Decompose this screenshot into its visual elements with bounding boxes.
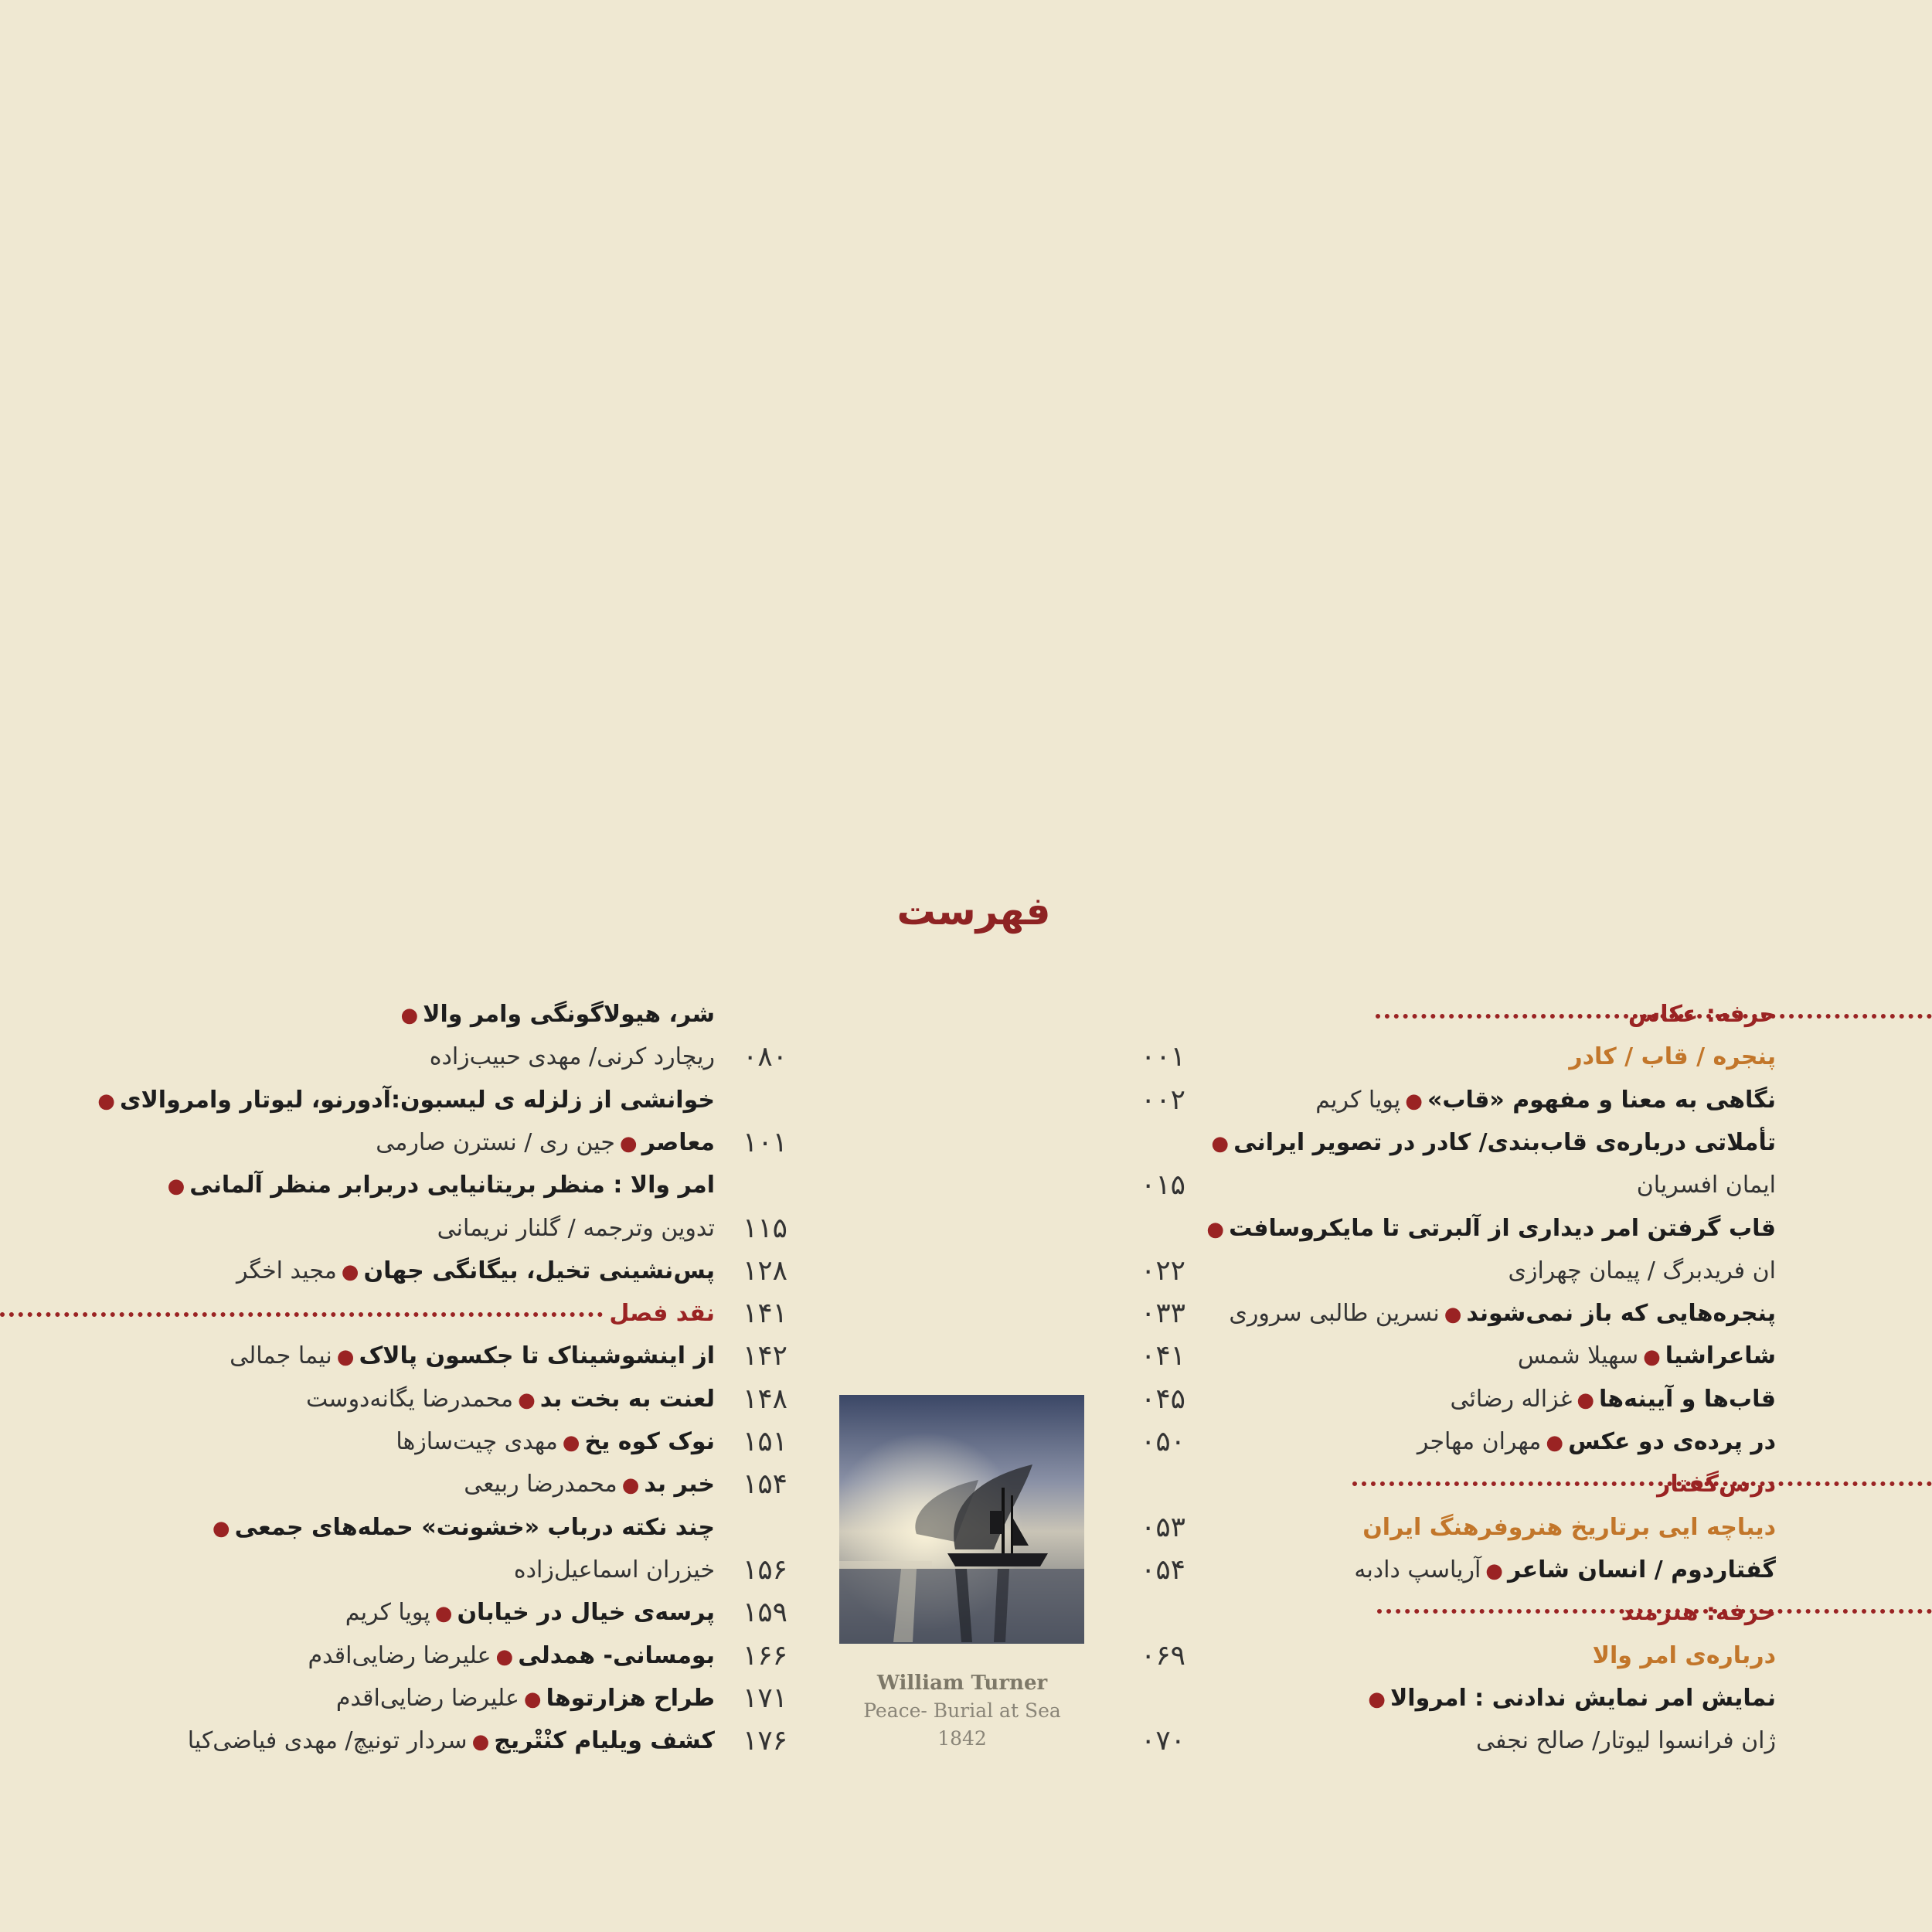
toc-entry[interactable] <box>1451 1380 1776 1419</box>
bullet-icon: ● <box>434 1602 453 1626</box>
bullet-icon: ● <box>562 1431 580 1454</box>
entry-title: پرسه‌ی خیال در خیابان <box>457 1599 715 1627</box>
bullet-icon: ● <box>1643 1345 1661 1369</box>
bullet-icon: ● <box>1405 1089 1423 1113</box>
bullet-icon: ● <box>619 1131 638 1155</box>
entry-author: نیما جمالی <box>230 1342 332 1370</box>
toc-entry[interactable] <box>188 1722 715 1760</box>
toc-entry[interactable] <box>464 1465 715 1504</box>
entry-author: ایمان افسریان <box>1636 1172 1776 1199</box>
entry-title: قاب گرفتن امر دیداری از آلبرتی تا مایکروسافت <box>1229 1214 1776 1242</box>
bullet-icon: ● <box>336 1345 355 1369</box>
bullet-icon: ● <box>1211 1131 1230 1155</box>
page-number: ۱۵۱ <box>742 1426 787 1458</box>
page-number: ۰۶۹ <box>1140 1639 1185 1672</box>
bullet-icon: ● <box>341 1260 359 1284</box>
page-number: ۰۷۰ <box>1140 1725 1185 1757</box>
toc-entry[interactable] <box>308 1637 715 1675</box>
page-number: ۰۴۱ <box>1140 1340 1185 1372</box>
section-heading: حرفه: عکاس <box>1628 1001 1776 1028</box>
toc-entry[interactable] <box>1518 1337 1776 1376</box>
entry-title: از اینشوشیناک تا جکسون پالاک <box>359 1342 715 1370</box>
entry-title: خوانشی از زلزله ی لیسبون:آدورنو، لیوتار وامروالای <box>119 1086 715 1114</box>
entry-title: پس‌نشینی تخیل، بیگانگی جهان <box>363 1257 715 1284</box>
section-heading: حرفه: هنرمند <box>1621 1599 1776 1627</box>
entry-title: کشف ویلیام کنْتْریج <box>494 1727 715 1755</box>
section-divider <box>1352 1481 1932 1486</box>
bullet-icon: ● <box>212 1516 230 1540</box>
toc-entry[interactable] <box>1363 1679 1776 1718</box>
entry-title: در پرده‌ی دو عکس <box>1568 1428 1776 1455</box>
subsection-heading: پنجره / قاب / کادر <box>1569 1043 1776 1071</box>
entry-title: گفتاردوم / انسان شاعر <box>1507 1556 1776 1583</box>
page-number: ۱۴۲ <box>742 1340 787 1372</box>
page-number: ۰۵۰ <box>1140 1426 1185 1458</box>
caption-year: 1842 <box>937 1727 987 1750</box>
painting-caption <box>842 1669 1082 1753</box>
toc-entry[interactable] <box>396 995 715 1034</box>
page-number: ۰۲۲ <box>1140 1254 1185 1287</box>
toc-entry[interactable] <box>1508 1252 1776 1291</box>
entry-author: علیرضا رضایی‌اقدم <box>308 1641 492 1669</box>
page-number: ۱۰۱ <box>742 1126 787 1158</box>
page-number: ۰۰۲ <box>1140 1083 1185 1116</box>
page-number: ۱۲۸ <box>742 1254 787 1287</box>
entry-title: امر والا : منظر بریتانیایی دربرابر منظر آلمانی <box>189 1172 715 1199</box>
entry-title: معاصر <box>641 1128 715 1156</box>
entry-title: چند نکته درباب «خشونت» حمله‌های جمعی <box>234 1513 715 1541</box>
section-divider <box>0 1312 603 1317</box>
entry-author: پویا کریم <box>1315 1086 1401 1114</box>
page-number: ۱۴۱ <box>742 1298 787 1330</box>
toc-entry[interactable] <box>345 1594 715 1632</box>
page-number: ۱۷۶ <box>742 1725 787 1757</box>
entry-author: محمدرضا ربیعی <box>464 1471 617 1498</box>
entry-title: خبر بد <box>644 1471 715 1498</box>
entry-title: شر، هیولاگونگی وامر والا <box>423 1001 715 1028</box>
page-number: ۱۱۵ <box>742 1212 787 1244</box>
toc-entry[interactable] <box>396 1423 715 1461</box>
toc-entry[interactable] <box>1476 1722 1776 1760</box>
bullet-icon: ● <box>1444 1303 1462 1327</box>
bullet-icon: ● <box>621 1474 640 1498</box>
toc-entry[interactable] <box>336 1679 715 1718</box>
bullet-icon: ● <box>495 1645 514 1668</box>
entry-author: تدوین وترجمه / گلنار نریمانی <box>437 1214 715 1242</box>
section-heading: درس‌گفتار <box>1657 1471 1776 1498</box>
toc-entry[interactable] <box>1417 1423 1776 1461</box>
page-number: ۱۵۹ <box>742 1597 787 1629</box>
entry-author: مهران مهاجر <box>1417 1428 1542 1455</box>
toc-entry[interactable] <box>1657 1465 1776 1504</box>
entry-author: سردار تونیچ/ مهدی فیاضی‌کیا <box>187 1727 468 1755</box>
toc-entry[interactable] <box>208 1509 715 1547</box>
page-number: ۰۰۱ <box>1140 1041 1185 1073</box>
entry-title: طراح هزارتوها <box>546 1684 715 1712</box>
entry-title: بومسانی- همدلی <box>518 1641 715 1669</box>
entry-title: نوک کوه یخ <box>584 1428 715 1455</box>
entry-title: لعنت به بخت بد <box>539 1385 715 1413</box>
subsection-heading: دیباچه ایی برتاریخ هنروفرهنگ ایران <box>1362 1513 1776 1541</box>
page-number: ۰۸۰ <box>742 1041 787 1073</box>
entry-author: پویا کریم <box>345 1599 430 1627</box>
bullet-icon: ● <box>400 1004 419 1027</box>
entry-author: علیرضا رضایی‌اقدم <box>335 1684 519 1712</box>
toc-entry[interactable] <box>1202 1209 1776 1248</box>
toc-entry[interactable] <box>230 1337 715 1376</box>
entry-title: نمایش امر نمایش ندادنی : امروالا <box>1389 1684 1776 1712</box>
toc-entry[interactable] <box>93 1081 715 1120</box>
toc-entry[interactable] <box>1628 995 1776 1034</box>
entry-author: ان فریدبرگ / پیمان چهرازی <box>1508 1257 1776 1284</box>
toc-entry[interactable] <box>609 1294 715 1333</box>
painting-image <box>839 1395 1084 1644</box>
entry-author: سهیلا شمس <box>1517 1342 1639 1370</box>
page-number: ۰۱۵ <box>1140 1169 1185 1202</box>
entry-author: ریچارد کرنی/ مهدی حبیب‌زاده <box>429 1043 715 1071</box>
entry-author: مهدی چیت‌سازها <box>396 1428 558 1455</box>
entry-author: خیزران اسماعیل‌زاده <box>513 1556 715 1583</box>
page-number: ۱۴۸ <box>742 1383 787 1415</box>
entry-author: محمدرضا یگانه‌دوست <box>305 1385 514 1413</box>
toc-entry[interactable] <box>1621 1594 1776 1632</box>
toc-entry[interactable] <box>1229 1294 1776 1333</box>
entry-author: نسرین طالبی سروری <box>1229 1300 1440 1328</box>
toc-entry[interactable] <box>430 1038 715 1077</box>
page-number: ۱۶۶ <box>742 1639 787 1672</box>
page-number: ۱۷۱ <box>742 1682 787 1714</box>
toc-entry[interactable] <box>163 1166 715 1205</box>
entry-author: جین ری / نسترن صارمی <box>376 1128 615 1156</box>
toc-entry[interactable] <box>1637 1166 1776 1205</box>
subsection-heading: درباره‌ی امر والا <box>1592 1641 1776 1669</box>
toc-entry[interactable] <box>514 1551 715 1590</box>
toc-entry[interactable] <box>1315 1081 1776 1120</box>
page-number: ۰۳۳ <box>1140 1298 1185 1330</box>
toc-entry[interactable] <box>306 1380 715 1419</box>
entry-author: غزاله رضائی <box>1450 1385 1573 1413</box>
toc-entry[interactable] <box>376 1124 715 1162</box>
caption-work: Peace- Burial at Sea <box>863 1699 1061 1722</box>
toc-entry[interactable] <box>1569 1038 1776 1077</box>
bullet-icon: ● <box>1206 1217 1225 1241</box>
page-number: ۰۵۴ <box>1140 1553 1185 1586</box>
bullet-icon: ● <box>1577 1388 1595 1412</box>
toc-entry[interactable] <box>1593 1637 1776 1675</box>
entry-title: پنجره‌هایی که باز نمی‌شوند <box>1466 1300 1776 1328</box>
entry-author: ژان فرانسوا لیوتار/ صالح نجفی <box>1476 1727 1776 1755</box>
bullet-icon: ● <box>518 1388 536 1412</box>
bullet-icon: ● <box>1485 1559 1503 1583</box>
toc-entry[interactable] <box>236 1252 715 1291</box>
entry-title: قاب‌ها و آیینه‌ها <box>1599 1385 1776 1413</box>
page-number: ۱۵۴ <box>742 1468 787 1501</box>
page-number: ۰۵۳ <box>1140 1511 1185 1543</box>
toc-entry[interactable] <box>1362 1509 1776 1547</box>
caption-artist: William Turner <box>876 1672 1048 1695</box>
page-number: ۱۵۶ <box>742 1553 787 1586</box>
entry-author: آریاسپ دادبه <box>1354 1556 1481 1583</box>
toc-entry[interactable] <box>437 1209 715 1248</box>
bullet-icon: ● <box>471 1730 490 1754</box>
bullet-icon: ● <box>167 1175 185 1199</box>
bullet-icon: ● <box>1368 1687 1386 1711</box>
page-number: ۰۴۵ <box>1140 1383 1185 1415</box>
section-heading: نقد فصل <box>609 1300 715 1328</box>
page-title: فهرست <box>896 889 1051 934</box>
entry-author: مجید اخگر <box>236 1257 337 1284</box>
toc-entry[interactable] <box>1206 1124 1776 1162</box>
bullet-icon: ● <box>523 1687 542 1711</box>
entry-title: تأملاتی درباره‌ی قاب‌بندی/ کادر در تصویر ایرانی <box>1233 1128 1776 1156</box>
toc-entry[interactable] <box>1354 1551 1776 1590</box>
bullet-icon: ● <box>97 1089 115 1113</box>
entry-title: شاعراشیا <box>1665 1342 1776 1370</box>
entry-title: نگاهی به معنا و مفهوم «قاب» <box>1427 1086 1776 1114</box>
bullet-icon: ● <box>1546 1431 1564 1454</box>
